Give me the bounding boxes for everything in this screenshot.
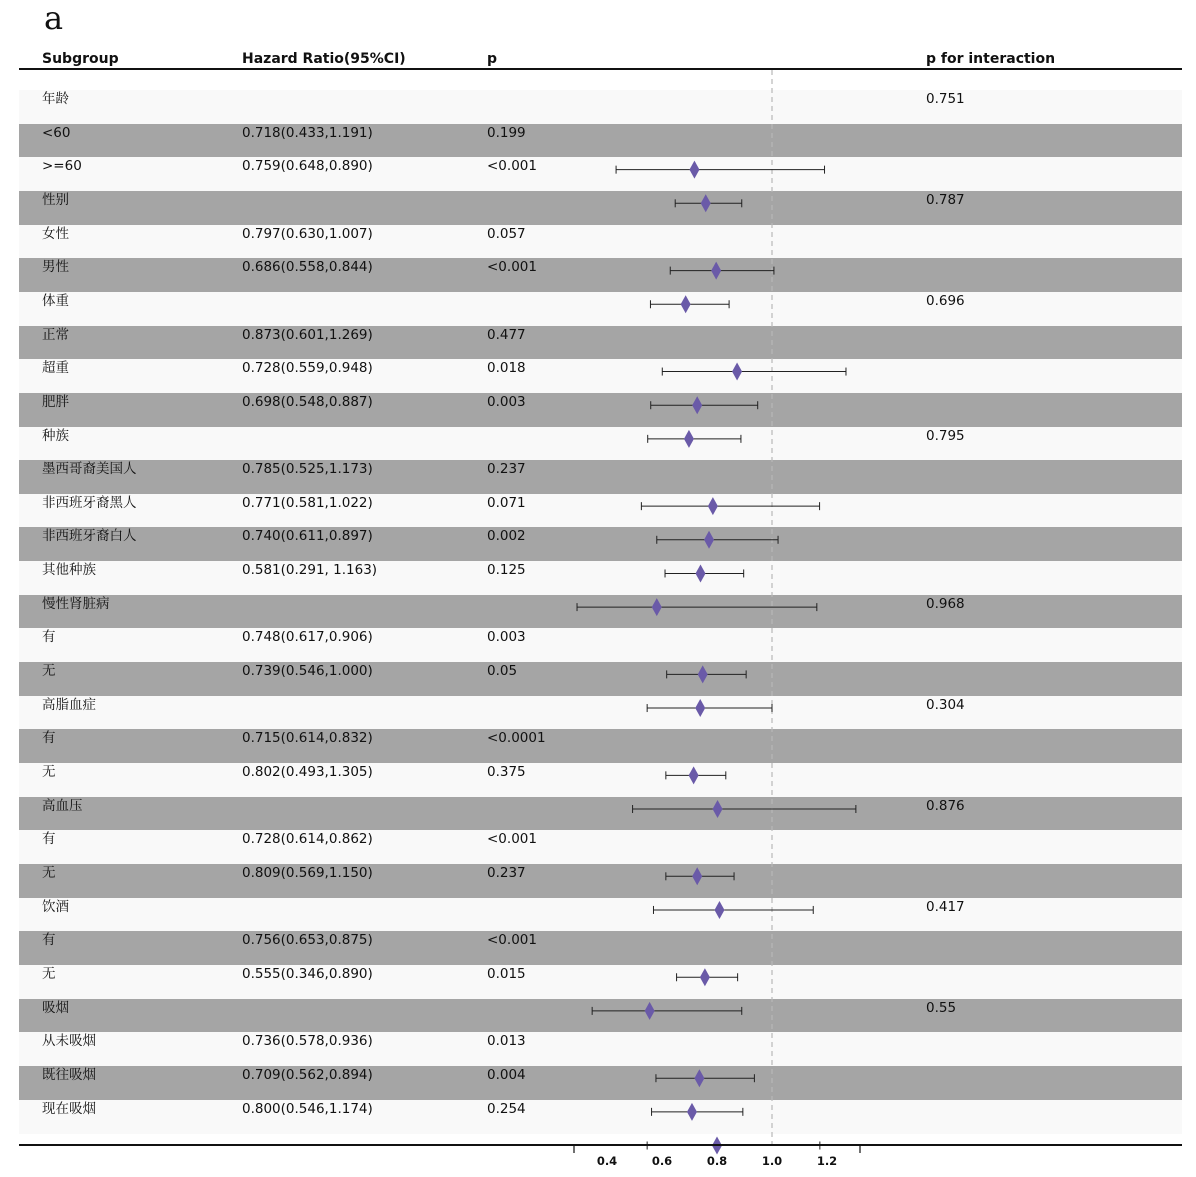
hazard-ratio-text: 0.728(0.614,0.862) — [242, 831, 373, 848]
hazard-ratio-text: 0.718(0.433,1.191) — [242, 124, 373, 141]
hr-marker — [714, 901, 724, 919]
p-interaction-value: 0.795 — [926, 427, 965, 444]
p-value: 0.004 — [487, 1066, 526, 1083]
hazard-ratio-text: 0.728(0.559,0.948) — [242, 360, 373, 377]
subgroup-label: 吸烟 — [42, 999, 69, 1016]
p-value: 0.125 — [487, 562, 526, 579]
p-value: 0.199 — [487, 124, 526, 141]
subgroup-label: 无 — [42, 965, 56, 982]
hazard-ratio-text: 0.740(0.611,0.897) — [242, 528, 373, 545]
subgroup-label: 既往吸烟 — [42, 1066, 96, 1083]
p-interaction-value: 0.968 — [926, 595, 965, 612]
subgroup-label: 肥胖 — [42, 393, 69, 410]
subgroup-label: 无 — [42, 663, 56, 680]
hazard-ratio-text: 0.709(0.562,0.894) — [242, 1066, 373, 1083]
hazard-ratio-text: 0.759(0.648,0.890) — [242, 158, 373, 175]
hr-marker — [713, 800, 723, 818]
hr-marker — [701, 194, 711, 212]
subgroup-label: 墨西哥裔美国人 — [42, 461, 137, 478]
x-tick-label: 0.4 — [596, 1154, 618, 1168]
hr-marker — [692, 867, 702, 885]
panel-label: a — [44, 0, 64, 37]
subgroup-label: 非西班牙裔白人 — [42, 528, 137, 545]
hr-marker — [695, 699, 705, 717]
p-value: 0.071 — [487, 494, 526, 511]
x-tick-label: 0.6 — [651, 1154, 673, 1168]
subgroup-label: 年龄 — [42, 91, 69, 107]
subgroup-label: 从未吸烟 — [42, 1033, 96, 1050]
hazard-ratio-text: 0.797(0.630,1.007) — [242, 225, 373, 242]
x-tick-label: 1.0 — [761, 1154, 783, 1168]
hazard-ratio-text: 0.698(0.548,0.887) — [242, 393, 373, 410]
subgroup-label: 无 — [42, 764, 56, 780]
p-value: 0.057 — [487, 225, 526, 242]
header-subgroup: Subgroup — [42, 51, 119, 67]
x-tick-label: 1.2 — [816, 1154, 838, 1168]
hazard-ratio-text: 0.785(0.525,1.173) — [242, 461, 373, 478]
p-interaction-value: 0.876 — [926, 797, 965, 814]
subgroup-label: 女性 — [42, 225, 69, 242]
subgroup-label: 超重 — [42, 360, 69, 377]
p-value: 0.018 — [487, 360, 526, 377]
hr-marker — [732, 363, 742, 381]
p-interaction-value: 0.751 — [926, 91, 965, 107]
subgroup-label: >=60 — [42, 158, 82, 175]
p-interaction-value: 0.696 — [926, 292, 965, 309]
subgroup-label: 无 — [42, 864, 56, 881]
hazard-ratio-text: 0.555(0.346,0.890) — [242, 965, 373, 982]
p-value: 0.237 — [487, 461, 526, 478]
p-value: 0.375 — [487, 764, 526, 780]
hr-marker — [708, 497, 718, 515]
hazard-ratio-text: 0.809(0.569,1.150) — [242, 864, 373, 881]
p-value: 0.003 — [487, 629, 526, 646]
subgroup-label: 正常 — [42, 326, 69, 343]
subgroup-label: 性别 — [42, 191, 69, 208]
p-interaction-value: 0.787 — [926, 191, 965, 208]
p-value: 0.013 — [487, 1033, 526, 1050]
p-value: 0.05 — [487, 663, 518, 680]
subgroup-label: 慢性肾脏病 — [42, 595, 110, 612]
p-value: 0.477 — [487, 326, 526, 343]
p-interaction-value: 0.304 — [926, 696, 965, 713]
subgroup-label: <60 — [42, 124, 71, 141]
p-interaction-value: 0.417 — [926, 898, 965, 915]
subgroup-label: 高脂血症 — [42, 696, 96, 713]
subgroup-label: 现在吸烟 — [42, 1100, 96, 1117]
hr-marker — [700, 968, 710, 986]
hazard-ratio-text: 0.771(0.581,1.022) — [242, 494, 373, 511]
subgroup-label: 高血压 — [42, 797, 83, 814]
subgroup-label: 饮酒 — [42, 898, 69, 915]
p-value: 0.015 — [487, 965, 526, 982]
subgroup-label: 非西班牙裔黑人 — [42, 494, 137, 511]
subgroup-label: 有 — [42, 730, 56, 747]
hr-marker — [704, 531, 714, 549]
header-rule — [19, 68, 1182, 70]
hr-marker — [711, 262, 721, 280]
subgroup-label: 种族 — [42, 427, 69, 444]
subgroup-label: 其他种族 — [42, 562, 96, 579]
hr-marker — [681, 295, 691, 313]
p-interaction-value: 0.55 — [926, 999, 957, 1016]
hr-marker — [694, 1069, 704, 1087]
hazard-ratio-text: 0.873(0.601,1.269) — [242, 326, 373, 343]
hazard-ratio-text: 0.715(0.614,0.832) — [242, 730, 373, 747]
p-value: <0.001 — [487, 932, 537, 949]
hr-marker — [684, 430, 694, 448]
p-value: <0.001 — [487, 259, 537, 276]
hr-marker — [696, 564, 706, 582]
p-value: <0.001 — [487, 158, 537, 175]
hr-marker — [689, 161, 699, 179]
header-p: p — [487, 51, 498, 67]
subgroup-label: 体重 — [42, 292, 69, 309]
hazard-ratio-text: 0.748(0.617,0.906) — [242, 629, 373, 646]
header-hazard-ratio: Hazard Ratio(95%CI) — [242, 51, 406, 67]
hazard-ratio-text: 0.581(0.291, 1.163) — [242, 562, 378, 579]
hr-marker — [689, 766, 699, 784]
header-p-interaction: p for interaction — [926, 51, 1056, 67]
hazard-ratio-text: 0.739(0.546,1.000) — [242, 663, 373, 680]
hr-marker — [687, 1103, 697, 1121]
p-value: <0.0001 — [487, 730, 546, 747]
bottom-rule — [19, 1144, 1182, 1146]
hazard-ratio-text: 0.756(0.653,0.875) — [242, 932, 373, 949]
hazard-ratio-text: 0.736(0.578,0.936) — [242, 1033, 373, 1050]
p-value: 0.254 — [487, 1100, 526, 1117]
hazard-ratio-text: 0.802(0.493,1.305) — [242, 764, 373, 780]
hr-marker — [652, 598, 662, 616]
hr-marker — [698, 665, 708, 683]
subgroup-label: 男性 — [42, 259, 69, 276]
subgroup-label: 有 — [42, 629, 56, 646]
p-value: 0.003 — [487, 393, 526, 410]
subgroup-label: 有 — [42, 831, 56, 848]
hr-marker — [692, 396, 702, 414]
hazard-ratio-text: 0.686(0.558,0.844) — [242, 259, 373, 276]
hr-marker — [645, 1002, 655, 1020]
x-tick-label: 0.8 — [706, 1154, 728, 1168]
hazard-ratio-text: 0.800(0.546,1.174) — [242, 1100, 373, 1117]
subgroup-label: 有 — [42, 932, 56, 949]
p-value: 0.002 — [487, 528, 526, 545]
p-value: 0.237 — [487, 864, 526, 881]
p-value: <0.001 — [487, 831, 537, 848]
